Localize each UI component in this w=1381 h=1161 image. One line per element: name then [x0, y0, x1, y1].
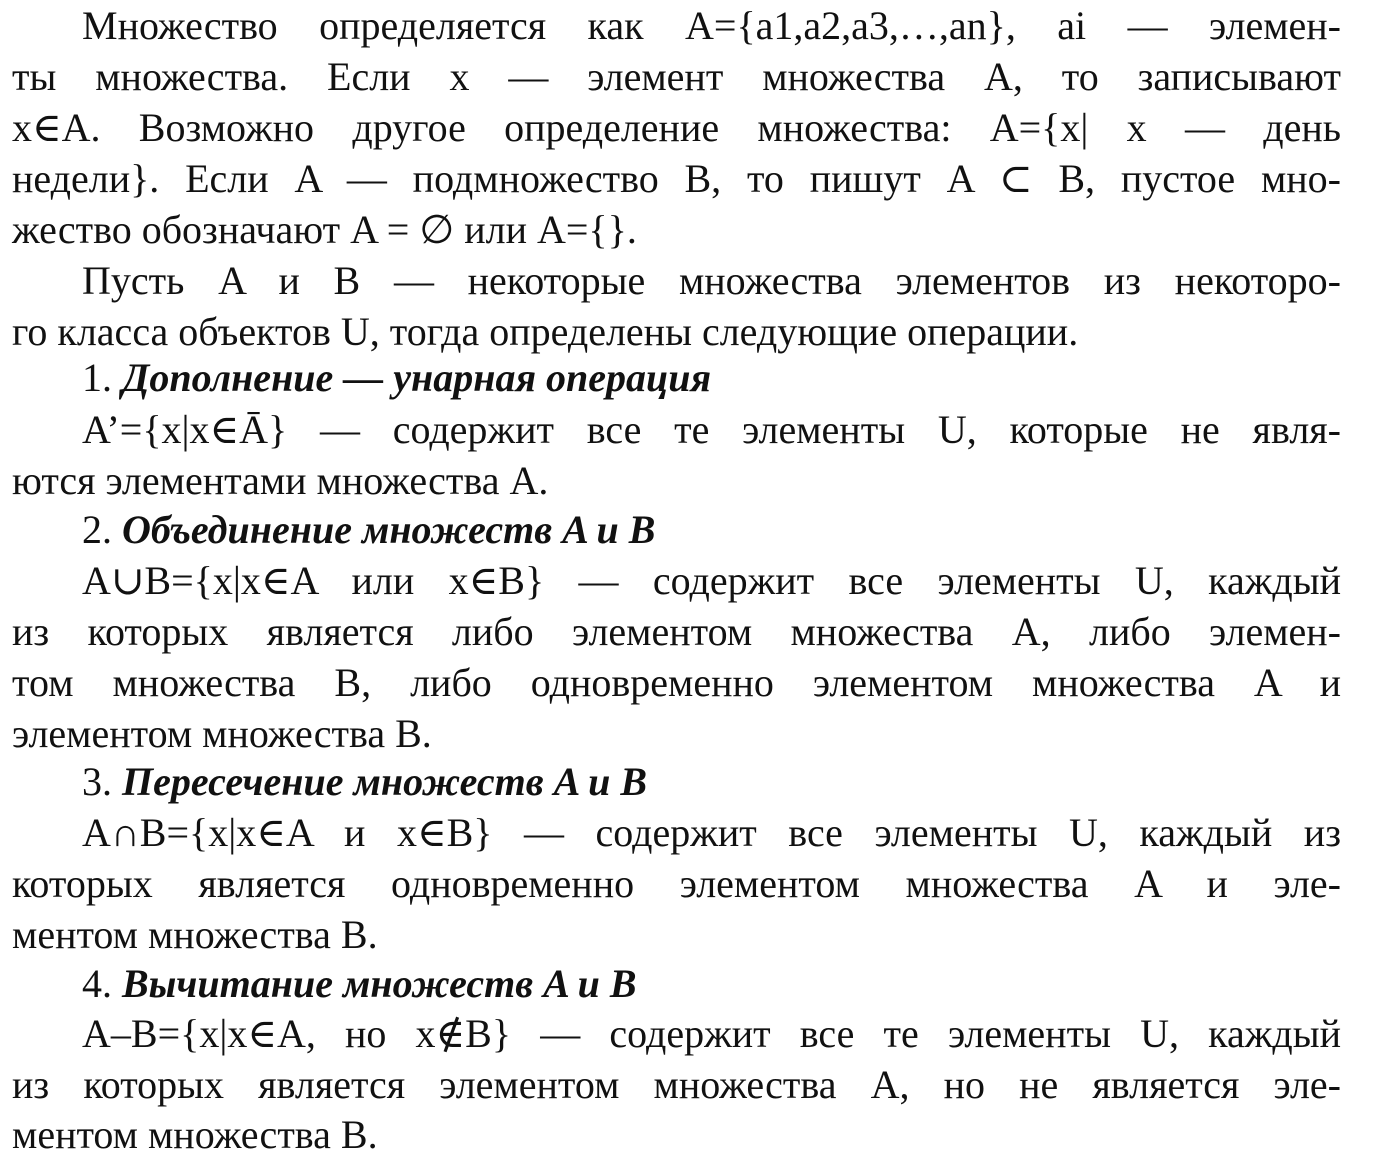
section-1-line-1: A’={x|x∈Ā} — содержит все те элементы U, которые не явля- [82, 407, 1341, 452]
section-1-title: Дополнение — унарная операция [122, 355, 712, 400]
section-3-heading [82, 756, 647, 808]
section-3-title: Пересечение множеств A и B [122, 759, 648, 804]
section-4-line-2: из которых является элементом множества A, но не является эле- [12, 1062, 1341, 1107]
p2-line-2: го класса объектов U, тогда определены следующие операции. [12, 309, 1079, 354]
section-4-title: Вычитание множеств A и B [122, 961, 637, 1006]
section-3-line-3: ментом множества B. [12, 912, 378, 957]
section-2-number: 2. [82, 507, 112, 552]
p1-line-2: ты множества. Если x — элемент множества A, то записывают [12, 54, 1341, 99]
section-2-title: Объединение множеств A и B [122, 507, 656, 552]
section-2-line-1: A∪B={x|x∈A или x∈B} — содержит все элементы U, каждый [82, 558, 1341, 603]
section-4-heading [82, 958, 637, 1010]
p1-line-3: x∈A. Возможно другое определение множества: A={x| x — день [12, 105, 1341, 150]
section-1-number: 1. [82, 355, 112, 400]
section-3-number: 3. [82, 759, 112, 804]
section-1-line-2: ются элементами множества A. [12, 458, 549, 503]
p1-line-4: недели}. Если A — подмножество B, то пишут A ⊂ B, пустое мно- [12, 156, 1341, 201]
section-2-line-4: элементом множества B. [12, 711, 432, 756]
section-4-number: 4. [82, 961, 112, 1006]
p1-line-1: Множество определяется как A={a1,a2,a3,…,an}, ai — элемен- [82, 3, 1341, 48]
section-1-heading [82, 352, 711, 404]
section-2-line-3: том множества B, либо одновременно элементом множества A и [12, 660, 1341, 705]
p2-line-1: Пусть A и B — некоторые множества элементов из некоторо- [82, 258, 1341, 303]
section-4-line-3: ментом множества B. [12, 1112, 378, 1157]
section-2-line-2: из которых является либо элементом множества A, либо элемен- [12, 609, 1341, 654]
section-3-line-1: A∩B={x|x∈A и x∈B} — содержит все элементы U, каждый из [82, 810, 1341, 855]
section-3-line-2: которых является одновременно элементом множества A и эле- [12, 861, 1341, 906]
section-2-heading [82, 504, 655, 556]
section-4-line-1: A–B={x|x∈A, но x∉B} — содержит все те элементы U, каждый [82, 1011, 1342, 1056]
p1-line-5: жество обозначают A = ∅ или A={}. [12, 207, 637, 252]
